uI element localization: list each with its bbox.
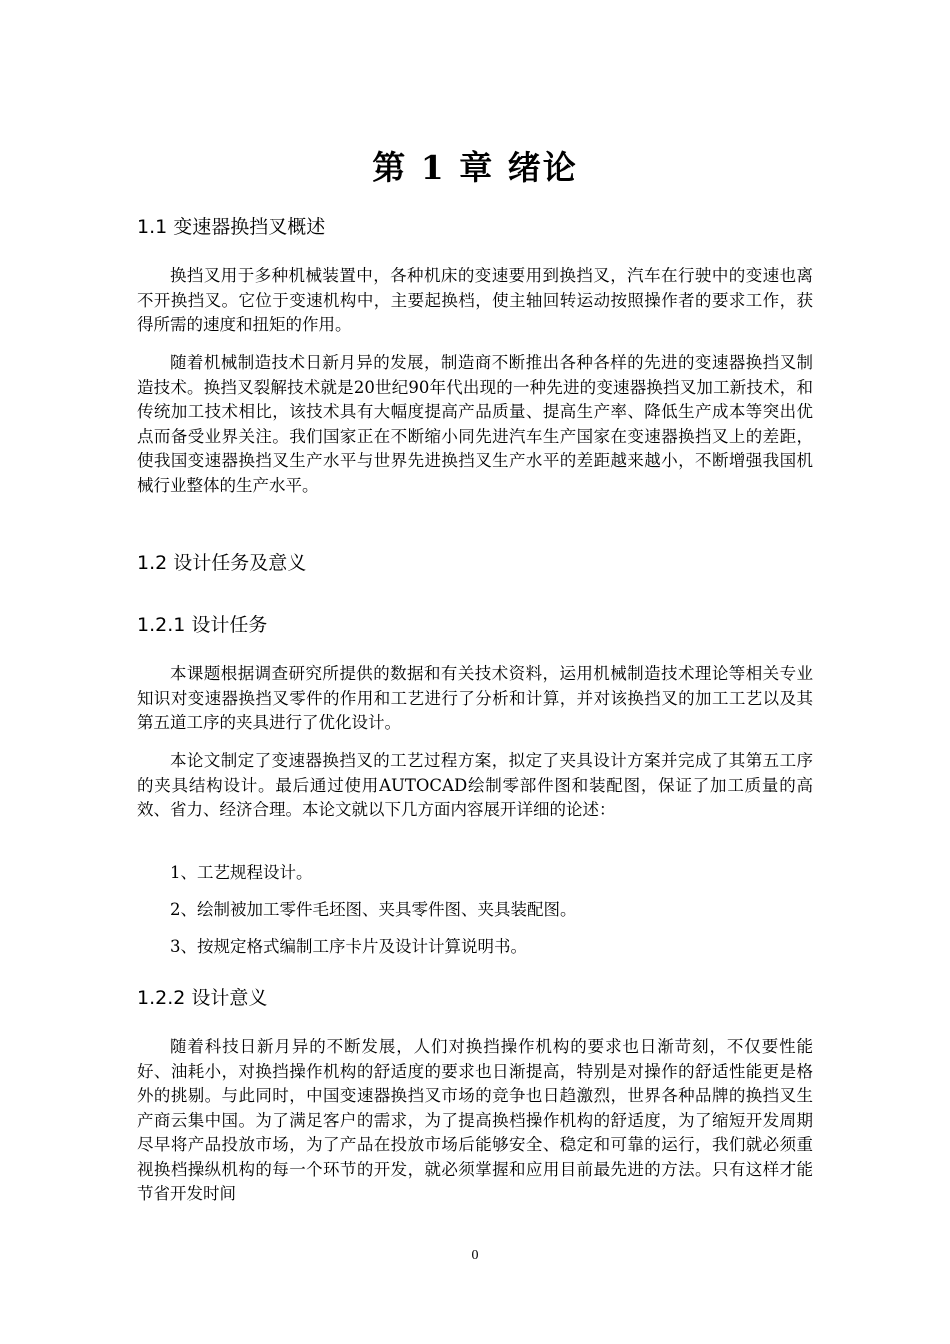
paragraph: 本论文制定了变速器换挡叉的工艺过程方案，拟定了夹具设计方案并完成了其第五工序的夹具结构设计。最后通过使用AUTOCAD绘制零部件图和装配图，保证了加工质量的高效、省力、经济合理。本论文就以下几方面内容展开详细的论述： [137, 751, 813, 819]
paragraph: 本课题根据调查研究所提供的数据和有关技术资料，运用机械制造技术理论等相关专业知识对变速器换挡叉零件的作用和工艺进行了分析和计算，并对该换挡叉的加工工艺以及其第五道工序的夹具进行了优化设计。 [137, 664, 813, 732]
chapter-title: 第 1 章 绪论 [372, 148, 578, 187]
page-number: 0 [471, 1248, 479, 1263]
paragraph: 换挡叉用于多种机械装置中，各种机床的变速要用到换挡叉，汽车在行驶中的变速也离不开换挡叉。它位于变速机构中，主要起换档，使主轴回转运动按照操作者的要求工作，获得所需的速度和扭矩的作用。 [137, 266, 813, 334]
list-item: 2、绘制被加工零件毛坯图、夹具零件图、夹具装配图。 [170, 900, 577, 919]
paragraph: 随着科技日新月异的不断发展，人们对换挡操作机构的要求也日渐苛刻，不仅要性能好、油耗小，对换挡操作机构的舒适度的要求也日渐提高，特别是对操作的舒适性能更是格外的挑剔。与此同时，中国变速器换挡叉市场的竞争也日趋激烈，世界各种品牌的换挡叉生产商云集中国。为了满足客户的需求，为了提高换档操作机构的舒适度，为了缩短开发周期尽早将产品投放市场，为了产品在投放市场后能够安全、稳定和可靠的运行，我们就必须重视换档操纵机构的每一个环节的开发，就必须掌握和应用目前最先进的方法。只有这样才能节省开发时间 [137, 1037, 813, 1203]
list-item: 3、按规定格式编制工序卡片及设计计算说明书。 [170, 937, 527, 956]
section-heading-1-2: 1.2 设计任务及意义 [137, 552, 307, 574]
section-heading-1-2-1: 1.2.1 设计任务 [137, 614, 268, 636]
list-item: 1、工艺规程设计。 [170, 863, 313, 882]
section-heading-1-1: 1.1 变速器换挡叉概述 [137, 216, 326, 238]
paragraph: 随着机械制造技术日新月异的发展，制造商不断推出各种各样的先进的变速器换挡叉制造技术。换挡叉裂解技术就是20世纪90年代出现的一种先进的变速器换挡叉加工新技术，和传统加工技术相比，该技术具有大幅度提高产品质量、提高生产率、降低生产成本等突出优点而备受业界关注。我们国家正在不断缩小同先进汽车生产国家在变速器换挡叉上的差距，使我国变速器换挡叉生产水平与世界先进换挡叉生产水平的差距越来越小，不断增强我国机械行业整体的生产水平。 [137, 353, 813, 495]
section-heading-1-2-2: 1.2.2 设计意义 [137, 987, 268, 1009]
